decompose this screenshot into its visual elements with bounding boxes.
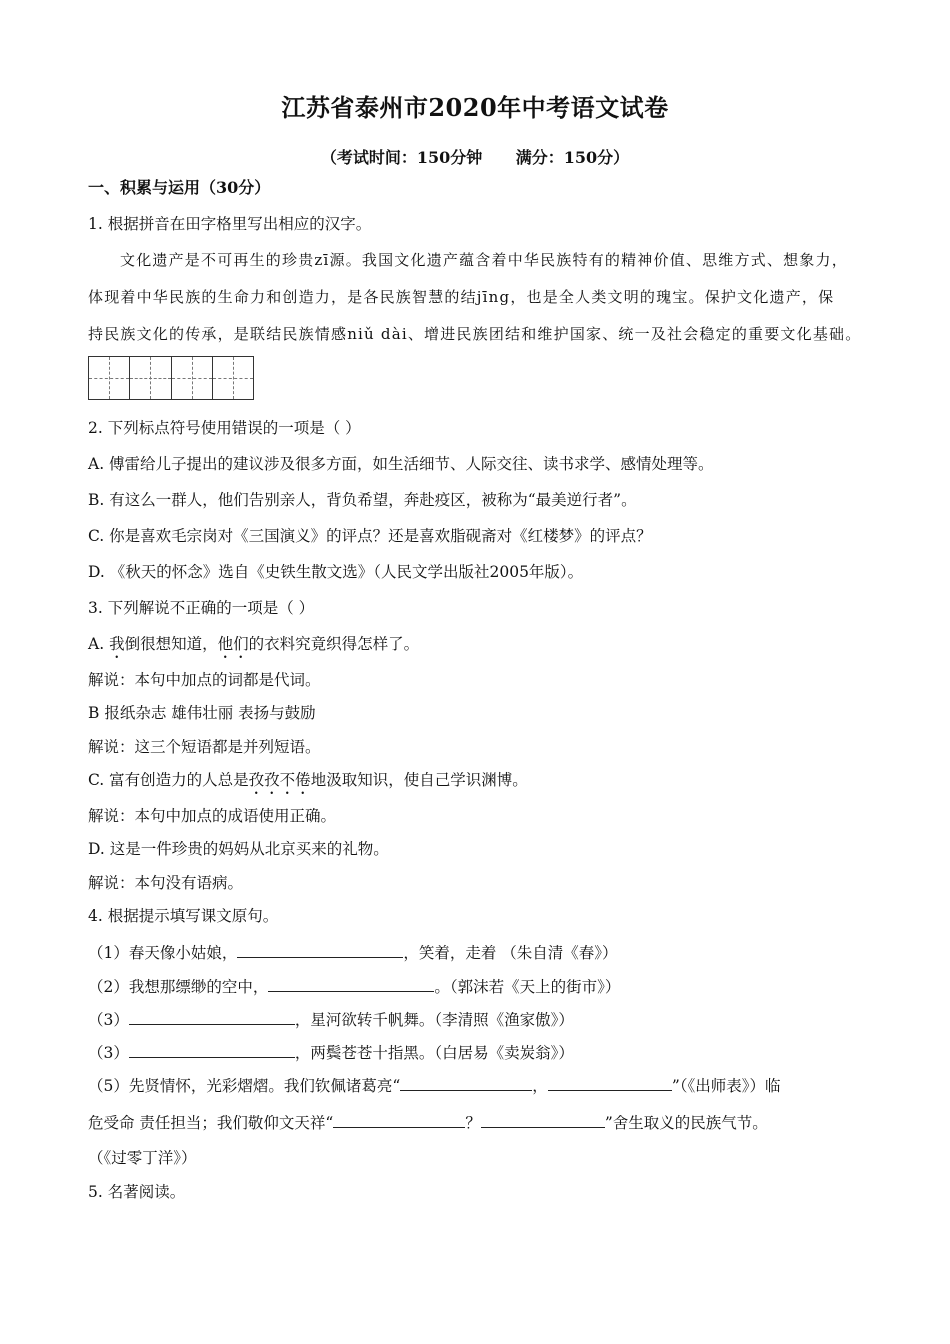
q4-item-1 (88, 941, 618, 963)
tianzige-cell[interactable] (130, 357, 171, 399)
q4-item-text: 危受命 责任担当；我们敬仰文天祥“ (88, 1114, 334, 1132)
q4-item-text: 。（郭沫若《天上的街市》） (434, 978, 621, 996)
section-heading: 一、积累与运用（30分） (88, 178, 271, 197)
q4-item-text: ？ (465, 1114, 481, 1132)
q1-stem: 1. 根据拼音在田字格里写出相应的汉字。 (88, 215, 372, 233)
q4-item-text: ，笑着，走着 （朱自清《春》） (403, 944, 618, 962)
q3-c-explanation: 解说：本句中加点的成语使用正确。 (88, 807, 337, 825)
q4-item-5 (88, 1074, 781, 1096)
dotted-idiom: 孜孜不倦 (248, 771, 311, 789)
q2-stem: 2. 下列标点符号使用错误的一项是（ ） (88, 419, 361, 437)
q4-item-text: （3） (88, 1044, 129, 1062)
q4-stem: 4. 根据提示填写课文原句。 (88, 907, 279, 925)
q3-a-text: 倒很想知道， (124, 635, 218, 653)
tianzige-cell[interactable] (213, 357, 253, 399)
q4-item-5-cont (88, 1111, 768, 1133)
q3-a-explanation: 解说：本句中加点的词都是代词。 (88, 671, 321, 689)
answer-blank[interactable] (129, 1008, 295, 1025)
q3-b-explanation: 解说：这三个短语都是并列短语。 (88, 738, 321, 756)
page-title: 江苏省泰州市2020年中考语文试卷 (281, 93, 669, 122)
q1-passage-line-1: 文化遗产是不可再生的珍贵zī源。我国文化遗产蕴含着中华民族特有的精神价值、思维方式、想象力， (120, 251, 848, 269)
q1-passage-line-3: 持民族文化的传承，是联结民族情感niǔ dài、增进民族团结和维护国家、统一及社会稳定的重要文化基础。 (88, 325, 862, 343)
q1-passage-line-2: 体现着中华民族的生命力和创造力，是各民族智慧的结jīng，也是全人类文明的瑰宝。保护文化遗产，保 (88, 288, 835, 306)
q3-a-label: A. (88, 635, 110, 653)
q4-item-5-source: （《过零丁洋》） (88, 1149, 197, 1167)
answer-blank[interactable] (400, 1074, 532, 1091)
dotted-word: 我 (109, 635, 125, 653)
exam-info: （考试时间：150分钟 满分：150分） (320, 148, 630, 167)
answer-blank[interactable] (129, 1041, 295, 1058)
q4-item-text: ，两鬓苍苍十指黑。（白居易《卖炭翁》） (294, 1044, 574, 1062)
q5-stem: 5. 名著阅读。 (88, 1183, 186, 1201)
q3-option-b: B 报纸杂志 雄伟壮丽 表扬与鼓励 (88, 704, 316, 722)
q4-item-text: （2）我想那缥缈的空中， (88, 978, 269, 996)
q3-option-c (88, 770, 528, 798)
q3-option-a (88, 634, 419, 662)
answer-blank[interactable] (268, 975, 434, 992)
q3-a-text: 的衣料究竟织得怎样了。 (248, 635, 420, 653)
tianzige-cell[interactable] (172, 357, 213, 399)
q3-d-explanation: 解说：本句没有语病。 (88, 874, 244, 892)
answer-blank[interactable] (548, 1074, 672, 1091)
tianzige-grid[interactable] (88, 356, 254, 400)
q3-c-text: 地汲取知识，使自己学识渊博。 (310, 771, 528, 789)
q4-item-text: （1）春天像小姑娘， (88, 944, 238, 962)
q4-item-2 (88, 975, 620, 997)
q4-item-3 (88, 1008, 574, 1030)
answer-blank[interactable] (333, 1111, 465, 1128)
q3-option-d: D. 这是一件珍贵的妈妈从北京买来的礼物。 (88, 840, 389, 858)
q3-stem: 3. 下列解说不正确的一项是（ ） (88, 599, 315, 617)
tianzige-cell[interactable] (89, 357, 130, 399)
q4-item-text: ， (532, 1077, 548, 1095)
dotted-word: 他们 (217, 635, 249, 653)
q2-option-d: D. 《秋天的怀念》选自《史铁生散文选》（人民文学出版社2005年版）。 (88, 563, 584, 581)
answer-blank[interactable] (237, 941, 403, 958)
answer-blank[interactable] (481, 1111, 605, 1128)
q4-item-text: ”（《出师表》）临 (671, 1077, 781, 1095)
q4-item-4 (88, 1041, 574, 1063)
q3-c-text: C. 富有创造力的人总是 (88, 771, 249, 789)
q2-option-b: B. 有这么一群人，他们告别亲人，背负希望，奔赴疫区，被称为“最美逆行者”。 (88, 491, 637, 509)
q4-item-text: ”舍生取义的民族气节。 (604, 1114, 768, 1132)
q4-item-text: （5）先贤情怀，光彩熠熠。我们钦佩诸葛亮“ (88, 1077, 401, 1095)
q4-item-text: ，星河欲转千帆舞。（李清照《渔家傲》） (294, 1011, 574, 1029)
q2-option-c: C. 你是喜欢毛宗岗对《三国演义》的评点？还是喜欢脂砚斋对《红楼梦》的评点？ (88, 527, 652, 545)
q4-item-text: （3） (88, 1011, 129, 1029)
q2-option-a: A. 傅雷给儿子提出的建议涉及很多方面，如生活细节、人际交往、读书求学、感情处理等。 (88, 455, 714, 473)
